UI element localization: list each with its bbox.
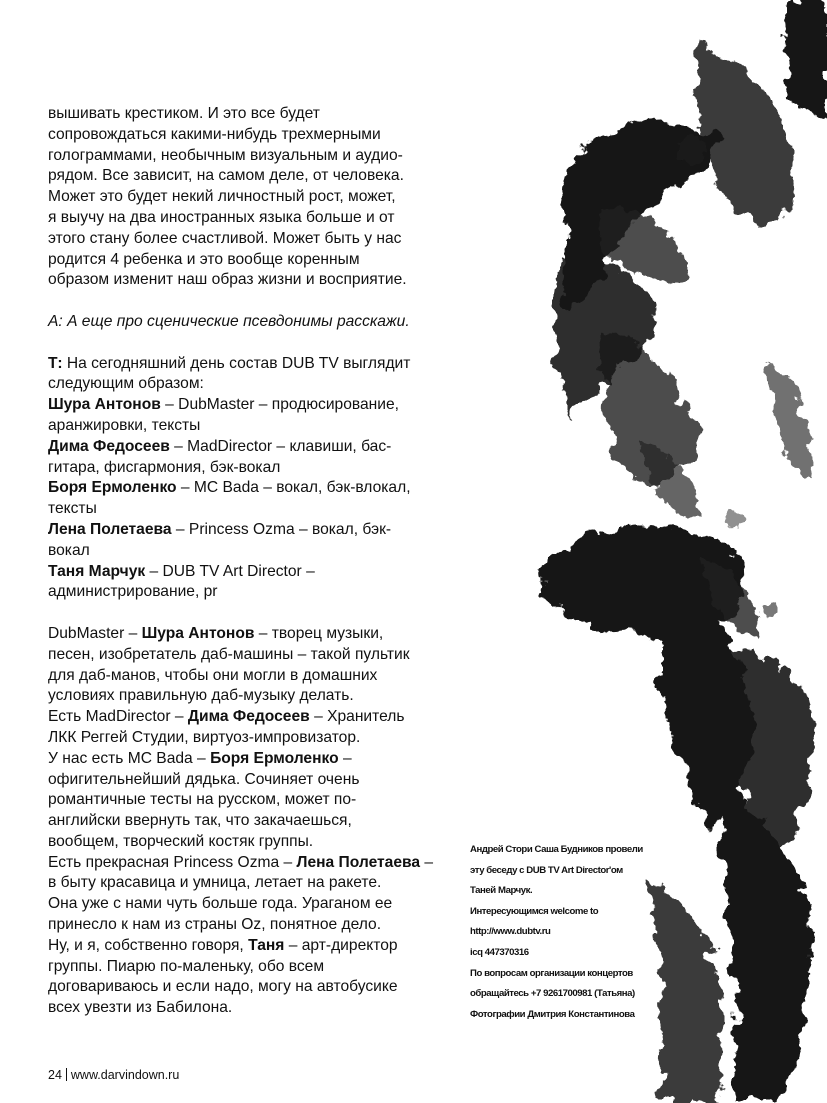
- site-link[interactable]: www.darvindown.ru: [70, 1068, 180, 1082]
- text-line: образом изменит наш образ жизни и восприятие.: [48, 271, 407, 289]
- text-line: договариваюсь и если надо, могу на автобусике: [48, 978, 398, 996]
- text-line: Она уже с нами чуть больше года. Ураганом ее: [48, 895, 393, 913]
- text-line: для даб-манов, чтобы они могли в домашних: [48, 666, 378, 684]
- member-name: Лена Полетаева: [296, 853, 421, 871]
- member-name: Таня: [248, 936, 285, 954]
- text-line: На сегодняшний день состав DUB TV выглядит: [66, 354, 411, 372]
- text-line: сопровождаться какими-нибудь трехмерными: [48, 125, 381, 143]
- text-line: песен, изобретатель даб-машины – такой пультик: [48, 645, 410, 663]
- member-role: администрирование, pr: [48, 583, 218, 601]
- member-role: – Princess Ozma – вокал, бэк-: [171, 520, 392, 538]
- text-segment: –: [420, 853, 434, 871]
- member-name: Лена Полетаева: [48, 520, 172, 538]
- page-number: 24: [48, 1068, 62, 1082]
- text-segment: Есть прекрасная Princess Ozma –: [48, 853, 297, 871]
- question-marker: А:: [48, 312, 63, 330]
- caption-line: Фотографии Дмитрия Константинова: [470, 1008, 635, 1020]
- member-role: тексты: [48, 500, 97, 518]
- caption-line: Андрей Стори Саша Будников провели: [470, 844, 643, 855]
- text-line: романтичные тесты на русском, может по-: [48, 791, 357, 809]
- text-segment: –: [338, 749, 352, 767]
- caption-link[interactable]: http://www.dubtv.ru: [470, 926, 551, 938]
- text-segment: – арт-директор: [284, 936, 398, 954]
- member-role: – DUB TV Art Director –: [145, 562, 315, 580]
- member-role: – MC Bada – вокал, бэк-влокал,: [176, 479, 411, 497]
- question-text: А еще про сценические псевдонимы расскажи.: [67, 312, 410, 330]
- text-segment: Ну, и я, собственно говоря,: [48, 936, 249, 954]
- text-line: принесло к нам из страны Oz, понятное дело.: [48, 916, 382, 934]
- footer-divider: [66, 1068, 67, 1081]
- member-name: Дима Федосеев: [187, 708, 310, 726]
- interview-answer: [48, 354, 448, 604]
- text-line: голограммами, необычным визуальным и аудио-: [48, 146, 403, 164]
- member-name: Боря Ермоленко: [210, 749, 339, 767]
- text-line: Может это будет некий личностный рост, может,: [48, 188, 396, 206]
- text-segment: У нас есть MC Bada –: [48, 749, 211, 767]
- text-line: вышивать крестиком. И это все будет: [48, 105, 320, 122]
- member-name: Шура Антонов: [48, 396, 161, 414]
- text-segment: – Хранитель: [309, 708, 405, 726]
- text-line: ЛКК Реггей Студии, виртуоз-импровизатор.: [48, 728, 361, 746]
- paragraph-intro: [48, 104, 448, 291]
- text-line: рядом. Все зависит, на самом деле, от человека.: [48, 167, 404, 185]
- caption-line: По вопросам организации концертов: [470, 967, 633, 979]
- member-role: гитара, фисгармония, бэк-вокал: [48, 458, 281, 476]
- text-line: офигительнейший дядька. Сочиняет очень: [48, 770, 360, 788]
- article-column: [48, 104, 448, 1019]
- member-role: вокал: [48, 541, 90, 559]
- text-line: группы. Пиарю по-маленьку, обо всем: [48, 957, 325, 975]
- text-line: английски ввернуть так, что закачаешься,: [48, 812, 352, 830]
- credits-caption: [470, 840, 670, 1025]
- text-line: всех увезти из Бабилона.: [48, 999, 233, 1017]
- page-footer: [48, 1068, 179, 1082]
- text-segment: Есть MadDirector –: [48, 708, 188, 726]
- text-line: в быту красавица и умница, летает на ракете.: [48, 874, 382, 892]
- text-line: условиях правильную даб-музыку делать.: [48, 687, 354, 705]
- caption-line: обращайтесь +7 9261700981 (Татьяна): [470, 988, 635, 1000]
- caption-line: Интересующимся welcome to: [470, 905, 599, 917]
- member-name: Дима Федосеев: [48, 437, 170, 455]
- member-name: Таня Марчук: [48, 562, 146, 580]
- caption-line: Таней Марчук.: [470, 885, 533, 897]
- text-line: я выучу на два иностранных языка больше и от: [48, 208, 395, 226]
- member-role: – MadDirector – клавиши, бас-: [169, 437, 392, 455]
- caption-line: эту беседу с DUB TV Art Director'ом: [470, 864, 623, 876]
- member-role: аранжировки, тексты: [48, 416, 201, 434]
- text-line: вообщем, творческий костяк группы.: [48, 832, 314, 850]
- text-line: следующим образом:: [48, 375, 204, 393]
- member-role: – DubMaster – продюсирование,: [160, 396, 399, 414]
- text-segment: – творец музыки,: [254, 624, 384, 642]
- caption-line: icq 447370316: [470, 946, 529, 958]
- paragraph-members-description: [48, 624, 448, 1019]
- answer-marker: Т:: [48, 354, 63, 372]
- member-name: Боря Ермоленко: [48, 479, 177, 497]
- text-line: этого стану более счастливой. Может быть у нас: [48, 229, 402, 247]
- member-name: Шура Антонов: [141, 624, 255, 642]
- text-segment: DubMaster –: [48, 624, 142, 642]
- interview-question: [48, 312, 448, 333]
- text-line: родится 4 ребенка и это вообще коренным: [48, 250, 360, 268]
